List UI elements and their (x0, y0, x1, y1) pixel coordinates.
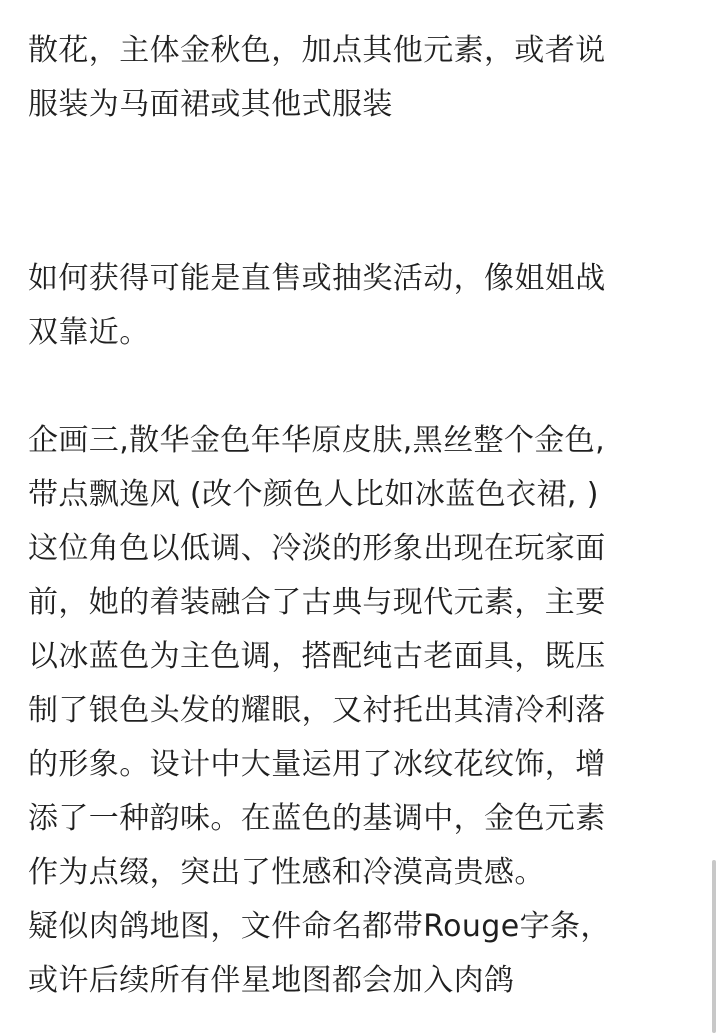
text-line: 添了一种韵味。在蓝色的基调中，金色元素 (28, 801, 606, 836)
text-line: 或许后续所有伴星地图都会加入肉鸽 (28, 963, 515, 998)
text-line: 前，她的着装融合了古典与现代元素，主要 (28, 585, 606, 620)
text-line: 带点飘逸风 (改个颜色人比如冰蓝色衣裙, ) (28, 477, 599, 512)
paragraph-spacer (28, 132, 698, 252)
text-line: 企画三,散华金色年华原皮肤,黑丝整个金色, (28, 423, 606, 458)
article-body (28, 24, 698, 1008)
text-line: 这位角色以低调、冷淡的形象出现在玩家面 (28, 531, 606, 566)
scrollbar[interactable] (712, 860, 716, 1033)
text-line: 散花，主体金秋色，加点其他元素，或者说 (28, 33, 606, 68)
text-line: 服装为马面裙或其他式服装 (28, 87, 393, 122)
text-line: 的形象。设计中大量运用了冰纹花纹饰，增 (28, 747, 606, 782)
paragraph-concept-three (28, 414, 698, 1008)
text-line: 如何获得可能是直售或抽奖活动，像姐姐战 (28, 261, 606, 296)
text-line: 双靠近。 (28, 315, 150, 350)
paragraph-outfit (28, 24, 698, 132)
text-line: 制了银色头发的耀眼，又衬托出其清冷利落 (28, 693, 606, 728)
paragraph-acquisition (28, 252, 698, 360)
paragraph-spacer (28, 360, 698, 414)
text-line: 以冰蓝色为主色调，搭配纯古老面具，既压 (28, 639, 606, 674)
text-line: 疑似肉鸽地图，文件命名都带Rouge字条， (28, 909, 611, 944)
text-line: 作为点缀，突出了性感和冷漠高贵感。 (28, 855, 545, 890)
